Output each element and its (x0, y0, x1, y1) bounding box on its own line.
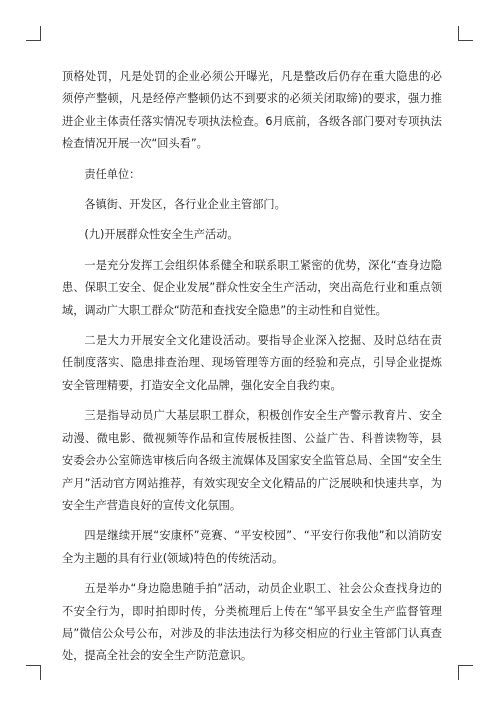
crop-mark-top-right (458, 26, 473, 41)
section-heading-9: (九)开展群众性安全生产活动。 (84, 228, 239, 242)
paragraph-item-3: 三是指导动员广大基层职工群众，积极创作安全生产警示教育片、安全动漫、微电影、微视频等作品和宣传展板挂图、公益广告、科普读物等，县安委会办公室筛选审核后向各级主流媒体及国家安全监管总局、全国“安全生产月”活动官方网站推荐，有效实现安全文化精品的广泛展映和快速共享，为安全生产营造良好的宣传文化氛围。 (62, 409, 442, 512)
crop-mark-bottom-left (26, 665, 41, 680)
crop-mark-top-left (26, 26, 41, 41)
crop-mark-bottom-right (458, 665, 473, 680)
responsible-unit-label: 责任单位： (84, 167, 141, 181)
paragraph-item-2: 二是大力开展安全文化建设活动。要指导企业深入挖掘、及时总结在责任制度落实、隐患排查治理、现场管理等方面的经验和亮点，引导企业提炼安全管理精要，打造安全文化品牌，强化安全自我约束。 (62, 334, 442, 392)
paragraph-item-4: 四是继续开展“安康杯”竞赛、“平安校园”、“平安行你我他”和以消防安全为主题的具有行业(领域)特色的传统活动。 (62, 529, 442, 565)
paragraph-continuation: 顶格处罚，凡是处罚的企业必须公开曝光，凡是整改后仍存在重大隐患的必须停产整顿，凡是经停产整顿仍达不到要求的必须关闭取缔)的要求，强力推进企业主体责任落实情况专项执法检查。6月底前，各级各部门要对专项执法检查情况开展一次“回头看”。 (62, 70, 442, 151)
document-body (62, 66, 442, 676)
paragraph-item-1: 一是充分发挥工会组织体系健全和联系职工紧密的优势，深化“查身边隐患、保职工安全、促企业发展”群众性安全生产活动，突出高危行业和重点领域，调动广大职工群众“防范和查找安全隐患”的主动性和自觉性。 (62, 258, 442, 317)
responsible-unit-list: 各镇街、开发区，各行业企业主管部门。 (84, 198, 286, 212)
paragraph-item-5: 五是举办“身边隐患随手拍”活动，动员企业职工、社会公众查找身边的不安全行为，即时拍即时传，分类梳理后上传在“邹平县安全生产监督管理局”微信公众号公布，对涉及的非法违法行为移交相应的行业主管部门认真查处，提高全社会的安全生产防范意识。 (62, 582, 442, 663)
